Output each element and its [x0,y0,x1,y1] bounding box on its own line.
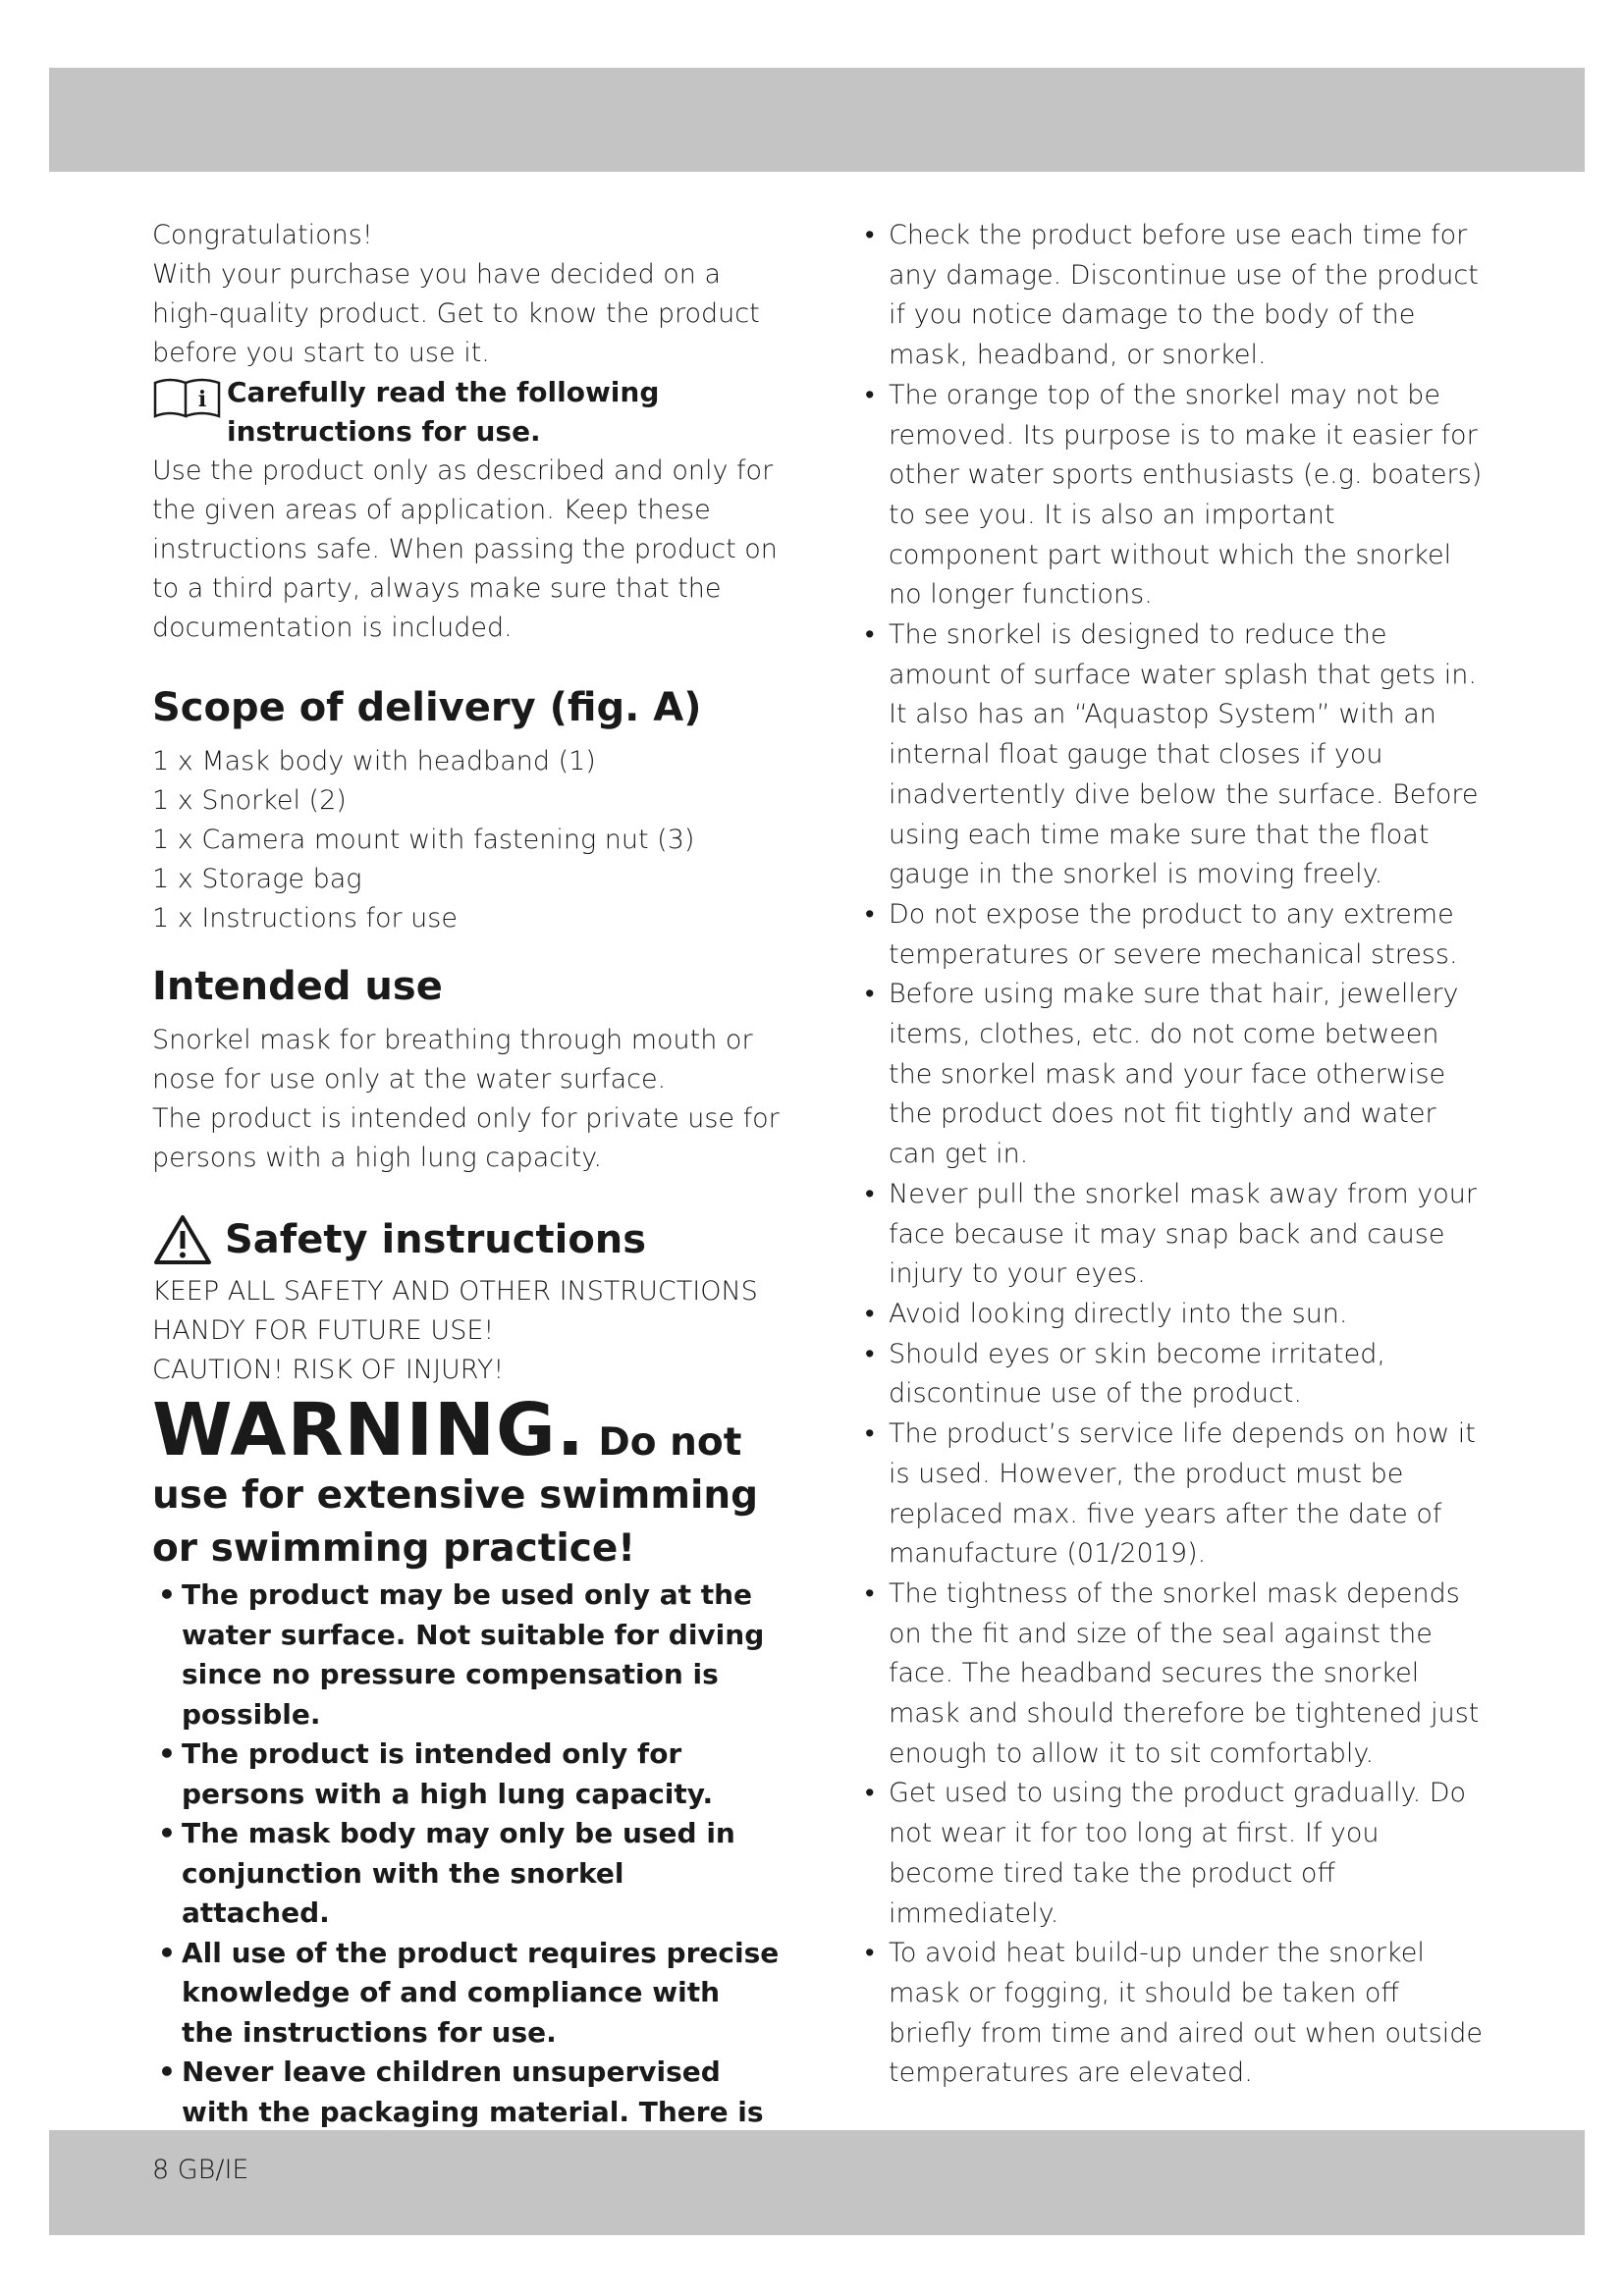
svg-text:i: i [197,387,207,412]
list-item: • To avoid heat build-up under the snorkel mask or fogging, it should be taken off briefly from time and aired out when outside temperatures are elevated. [859,1934,1488,2094]
warning-word: WARNING. [152,1388,585,1472]
list-item: • Never pull the snorkel mask away from your face because it may snap back and cause injury to your eyes. [859,1175,1488,1295]
list-item: • Before using make sure that hair, jewellery items, clothes, etc. do not come between the snorkel mask and your face otherwise the product does not fit tightly and water can get in. [859,975,1488,1175]
list-item: 1 x Mask body with headband (1) [152,746,596,776]
list-item: • All use of the product requires precise knowledge of and compliance with the instructions for use. [152,1934,781,2054]
warning-text: Do not use for extensive swimming or swimming practice! [152,1420,759,1571]
caution-text: CAUTION! RISK OF INJURY! [152,1355,505,1385]
header-band [49,68,1585,172]
scope-list [152,742,781,938]
read-manual-icon [152,377,223,418]
list-item: • The snorkel is designed to reduce the amount of surface water splash that gets in. It also has an “Aquastop System” with an internal float gauge that closes if you inadvertently dive below the surface. Before using each time make sure that the float gauge in the snorkel is moving freely. [859,615,1488,895]
list-item: • The tightness of the snorkel mask depends on the fit and size of the seal against the face. The headband secures the snorkel mask and should therefore be tightened just enough to allow it to sit comfortably. [859,1575,1488,1775]
bold-bullet-list [152,1575,781,2172]
list-item: • Check the product before use each time for any damage. Discontinue use of the product if you notice damage to the body of the mask, headband, or snorkel. [859,216,1488,376]
left-column [152,216,781,2172]
safety-heading [152,1213,781,1266]
right-column [859,216,1488,2094]
list-item: • Do not expose the product to any extreme temperatures or severe mechanical stress. [859,895,1488,975]
footer-band [49,2130,1585,2235]
list-item: • Never leave children unsupervised with the packaging material. There is [152,2053,781,2172]
list-item: • Get used to using the product gradually. Do not wear it for too long at first. If you become tired take the product off immediately. [859,1774,1488,1934]
read-note-text: Carefully read the following instructions for use. [227,376,660,448]
intended-text-2: The product is intended only for private use for persons with a high lung capacity. [152,1103,780,1173]
list-item: 1 x Instructions for use [152,903,458,934]
safety-heading-text: Safety instructions [225,1217,647,1262]
page-number: 8 GB/IE [152,2155,249,2185]
list-item: • The mask body may only be used in conjunction with the snorkel attached. [152,1814,781,1934]
usage-text: Use the product only as described and only for the given areas of application. Keep these instructions safe. When passing the product on to a third party, always make sure that the documentation is included. [152,455,778,643]
list-item: 1 x Camera mount with fastening nut (3) [152,825,695,855]
read-instructions-note [152,373,781,452]
list-item: • The product may be used only at the water surface. Not suitable for diving since no pressure compensation is possible. [152,1575,781,1735]
scope-heading: Scope of delivery (fig. A) [152,685,702,730]
list-item: 1 x Snorkel (2) [152,785,347,816]
list-item: 1 x Storage bag [152,864,362,894]
list-item: • The orange top of the snorkel may not be removed. Its purpose is to make it easier for other water sports enthusiasts (e.g. boaters) to see you. It is also an important component part without which the snorkel no longer functions. [859,376,1488,615]
warning-triangle-icon [152,1213,213,1266]
purchase-text: With your purchase you have decided on a high-quality product. Get to know the product before you start to use it. [152,259,760,368]
intended-use-heading: Intended use [152,964,443,1009]
intended-text-1: Snorkel mask for breathing through mouth or nose for use only at the water surface. [152,1025,753,1095]
keep-instructions-text: KEEP ALL SAFETY AND OTHER INSTRUCTIONS HANDY FOR FUTURE USE! [152,1276,758,1346]
list-item: • The product’s service life depends on how it is used. However, the product must be replaced max. five years after the date of manufacture (01/2019). [859,1415,1488,1575]
list-item: • Should eyes or skin become irritated, discontinue use of the product. [859,1335,1488,1415]
congratulations-text: Congratulations! [152,220,373,250]
list-item: • The product is intended only for persons with a high lung capacity. [152,1735,781,1814]
list-item: • Avoid looking directly into the sun. [859,1295,1488,1335]
safety-bullet-list [859,216,1488,2094]
warning-statement [152,1388,781,1575]
